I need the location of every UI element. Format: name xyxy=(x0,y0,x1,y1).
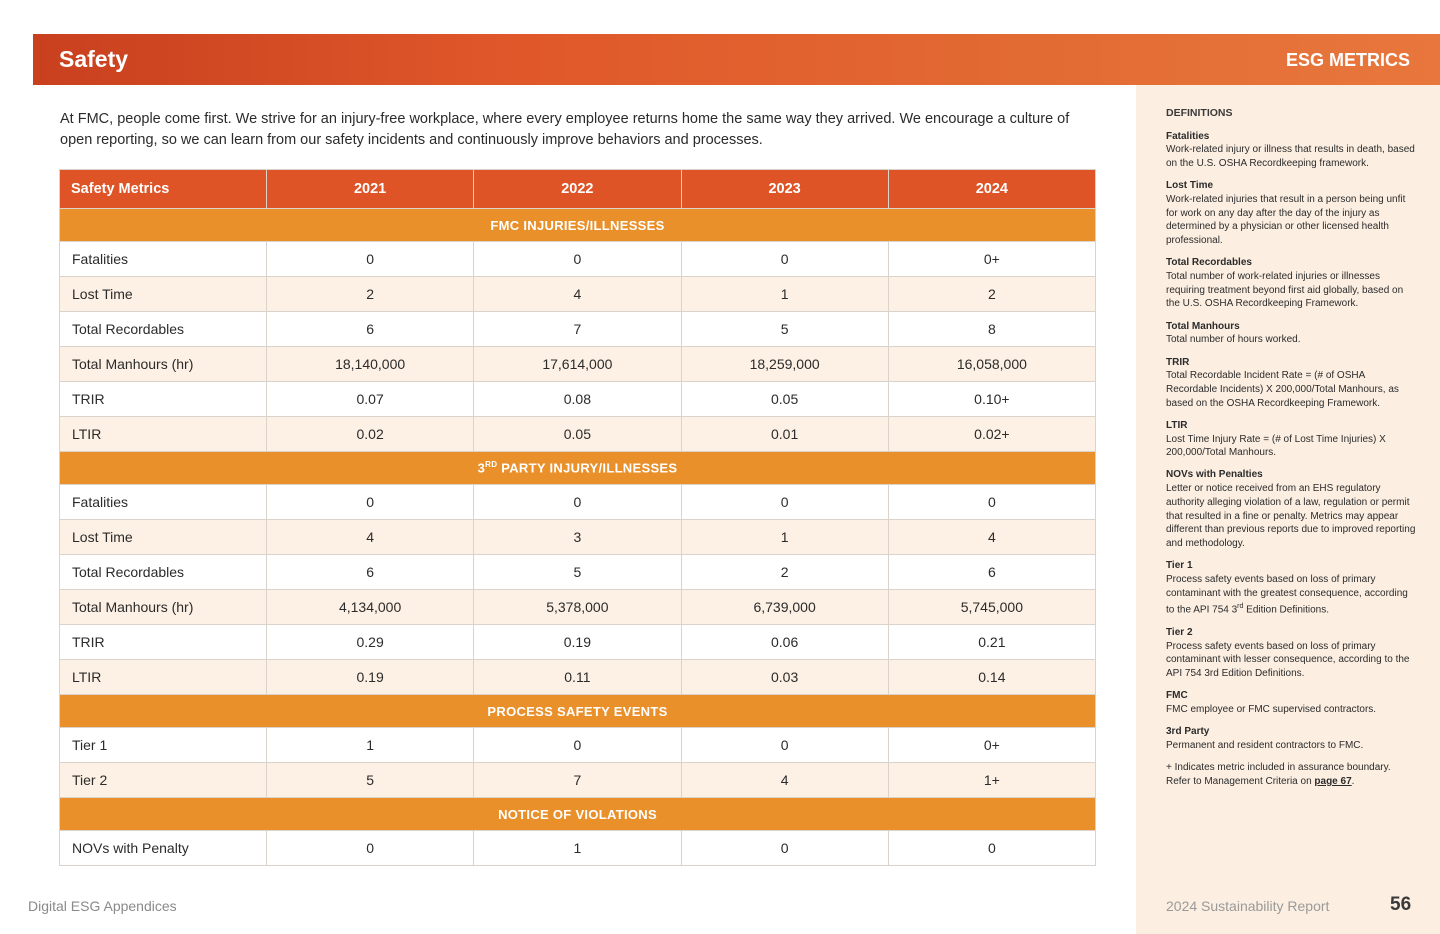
page-number: 56 xyxy=(1390,894,1412,915)
table-row: Lost Time 4 3 1 4 xyxy=(60,520,1096,555)
section-header: PROCESS SAFETY EVENTS xyxy=(60,695,1096,728)
definition-text: Lost Time Injury Rate = (# of Lost Time Injuries) X 200,000/Total Manhours. xyxy=(1166,433,1386,459)
definition-trir xyxy=(1166,356,1416,411)
assurance-note: + Indicates metric included in assurance boundary. Refer to Management Criteria on page 67. xyxy=(1166,761,1391,787)
section-header: 3RD PARTY INJURY/ILLNESSES xyxy=(60,452,1096,485)
table-row: TRIR 0.07 0.08 0.05 0.10+ xyxy=(60,382,1096,417)
definition-term: Tier 2 xyxy=(1166,626,1193,638)
definition-text: Total number of hours worked. xyxy=(1166,334,1301,346)
table-row: Total Recordables 6 5 2 6 xyxy=(60,555,1096,590)
definition-tier-1 xyxy=(1166,559,1416,617)
definition-text: Work-related injury or illness that results in death, based on the U.S. OSHA Recordkeeping framework. xyxy=(1166,144,1415,170)
definition-term: Lost Time xyxy=(1166,180,1214,192)
definition-tier-2 xyxy=(1166,626,1416,681)
intro-paragraph: At FMC, people come first. We strive for an injury-free workplace, where every employee returns home the same way they arrived. We encourage a culture of open reporting, so we can learn from our safety incidents and continuously improve behaviors and processes. xyxy=(60,111,1070,148)
definition-text: Permanent and resident contractors to FMC. xyxy=(1166,739,1364,751)
definition-term: LTIR xyxy=(1166,419,1188,431)
definitions-panel xyxy=(1166,107,1416,797)
page-title: Safety xyxy=(59,46,129,72)
definitions-sidebar xyxy=(1136,85,1440,934)
definition-novs xyxy=(1166,468,1416,550)
definition-term: NOVs with Penalties xyxy=(1166,469,1263,481)
definition-term: Total Recordables xyxy=(1166,257,1252,269)
definition-text: Process safety events based on loss of primary contaminant with lesser consequence, according to the API 754 3rd Edition Definitions. xyxy=(1166,640,1410,679)
table-row: Fatalities 0 0 0 0+ xyxy=(60,242,1096,277)
table-row: Total Recordables 6 7 5 8 xyxy=(60,312,1096,347)
section-label: ESG METRICS xyxy=(1285,50,1410,70)
page-67-link[interactable]: page 67 xyxy=(1314,775,1352,787)
table-row: NOVs with Penalty 0 1 0 0 xyxy=(60,831,1096,866)
definition-3rd-party xyxy=(1166,725,1416,752)
definition-text: FMC employee or FMC supervised contractors. xyxy=(1166,703,1377,715)
definition-term: Tier 1 xyxy=(1166,560,1193,572)
table-header-row xyxy=(60,170,1096,209)
table-row: TRIR 0.29 0.19 0.06 0.21 xyxy=(60,625,1096,660)
section-header: FMC INJURIES/ILLNESSES xyxy=(60,209,1096,242)
definition-term: 3rd Party xyxy=(1166,726,1210,738)
table-row: Tier 2 5 7 4 1+ xyxy=(60,763,1096,798)
table-row: Total Manhours (hr) 18,140,000 17,614,000 18,259,000 16,058,000 xyxy=(60,347,1096,382)
table-row: Total Manhours (hr) 4,134,000 5,378,000 6,739,000 5,745,000 xyxy=(60,590,1096,625)
safety-metrics-table xyxy=(59,169,1096,866)
column-header: 2022 xyxy=(474,170,681,209)
definition-term: TRIR xyxy=(1166,356,1190,368)
column-header: 2023 xyxy=(681,170,888,209)
definition-term: Fatalities xyxy=(1166,130,1210,142)
definition-text: Work-related injuries that result in a person being unfit for work on any day after the day of the injury as determined by a physician or other licensed health professional. xyxy=(1166,194,1406,247)
footer-report-title: 2024 Sustainability Report xyxy=(1166,898,1330,914)
column-header: 2021 xyxy=(267,170,474,209)
definitions-title: DEFINITIONS xyxy=(1166,107,1233,119)
table-row: Tier 1 1 0 0 0+ xyxy=(60,728,1096,763)
footer-left-label: Digital ESG Appendices xyxy=(28,898,177,914)
table-row: Fatalities 0 0 0 0 xyxy=(60,485,1096,520)
definition-term: Total Manhours xyxy=(1166,320,1240,332)
definition-total-manhours xyxy=(1166,320,1416,347)
header-banner xyxy=(33,34,1440,85)
column-header: 2024 xyxy=(888,170,1095,209)
definition-ltir xyxy=(1166,419,1416,460)
section-header: NOTICE OF VIOLATIONS xyxy=(60,798,1096,831)
definition-text: Letter or notice received from an EHS regulatory authority alleging violation of a law, regulation or permit that resulted in a fine or penalty. Metrics may appear different than previous reports due to improved reporting and methodology. xyxy=(1166,483,1416,549)
definition-text: Total number of work-related injuries or illnesses requiring treatment beyond first aid globally, based on the U.S. OSHA Recordkeeping Framework. xyxy=(1166,271,1404,310)
table-row: LTIR 0.02 0.05 0.01 0.02+ xyxy=(60,417,1096,452)
definition-text: Total Recordable Incident Rate = (# of OSHA Recordable Incidents) X 200,000/Total Manhours, as based on the OSHA Recordkeeping Framework. xyxy=(1166,370,1399,409)
definition-lost-time xyxy=(1166,179,1416,248)
column-header: Safety Metrics xyxy=(60,170,267,209)
definition-fatalities xyxy=(1166,130,1416,171)
definition-fmc xyxy=(1166,689,1416,716)
definition-text: Process safety events based on loss of primary contaminant with the greatest consequence, according to the API 754 3rd Edition Definitions. xyxy=(1166,573,1408,616)
table-row: LTIR 0.19 0.11 0.03 0.14 xyxy=(60,660,1096,695)
table-row: Lost Time 2 4 1 2 xyxy=(60,277,1096,312)
definition-total-recordables xyxy=(1166,256,1416,311)
definition-term: FMC xyxy=(1166,690,1188,702)
